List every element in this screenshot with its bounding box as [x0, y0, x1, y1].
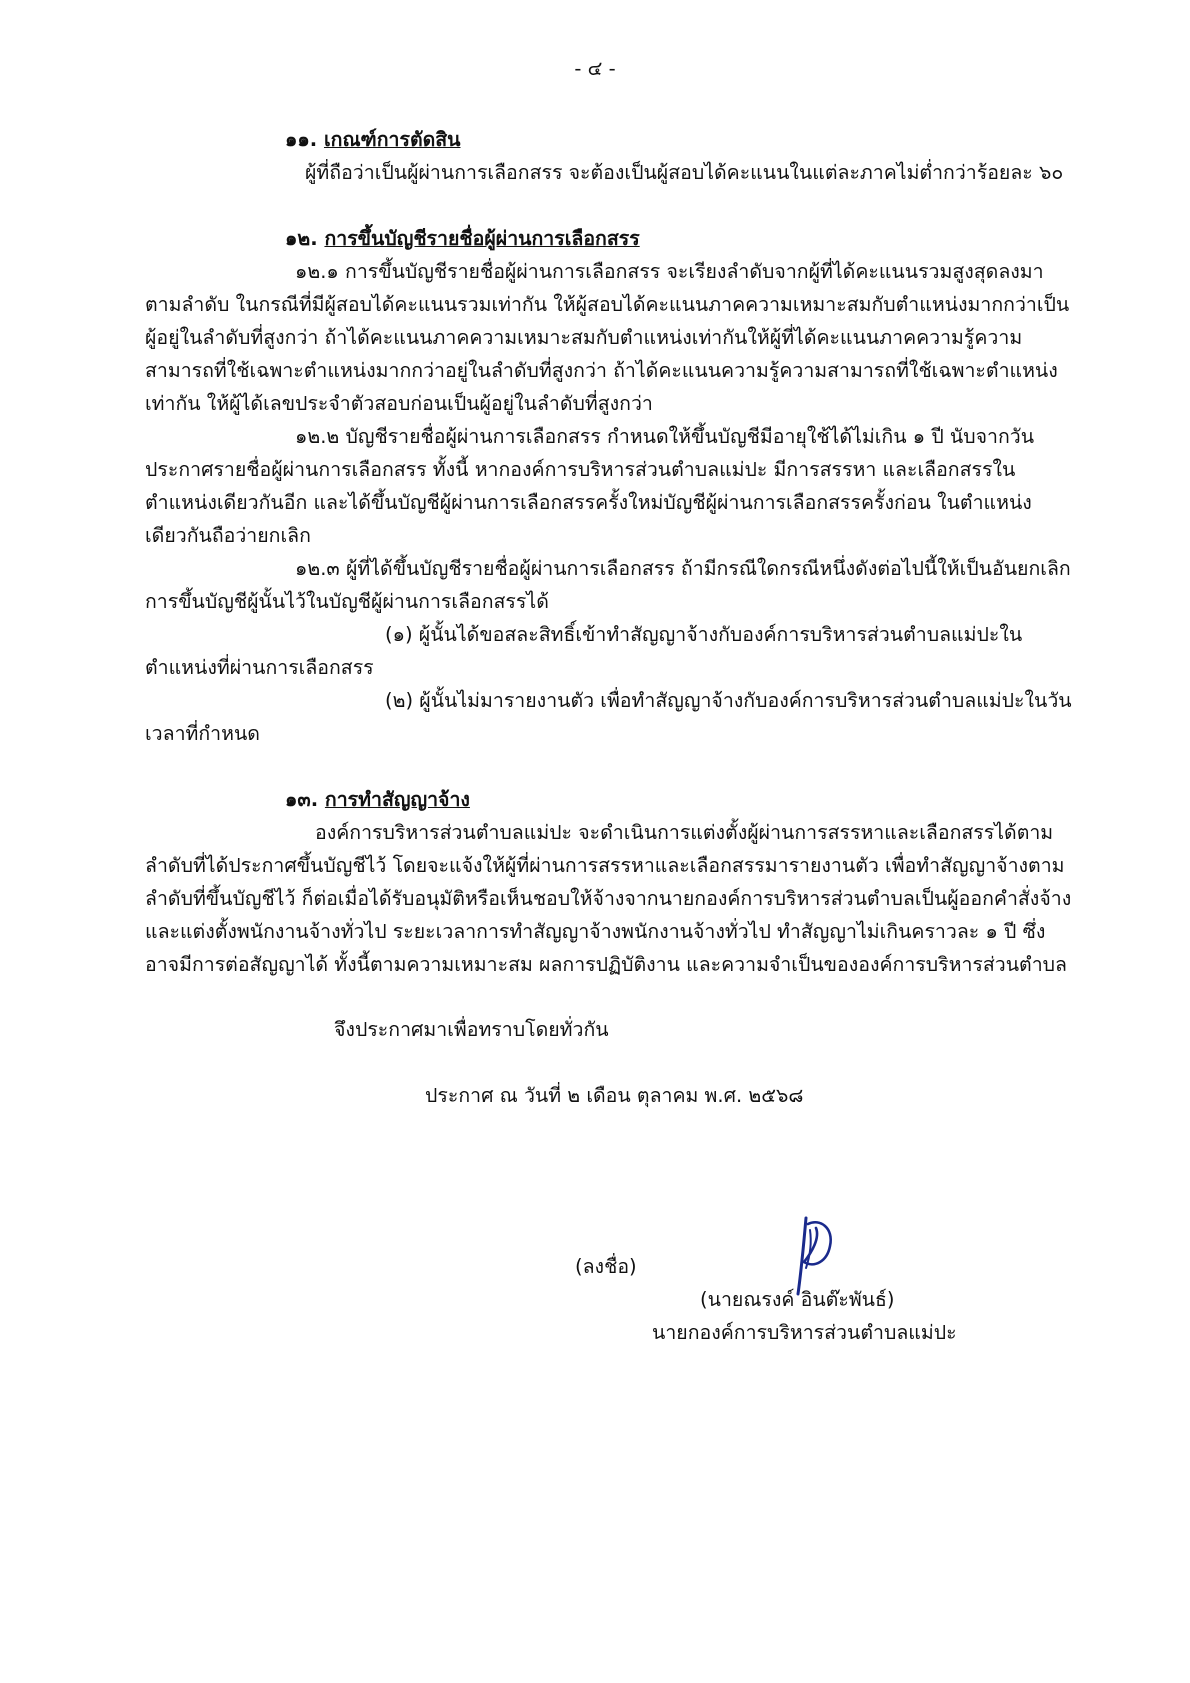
section-12-2-paragraph: ๑๒.๒ บัญชีรายชื่อผู้ผ่านการเลือกสรร กำหนดให้ขึ้นบัญชีมีอายุใช้ได้ไม่เกิน ๑ ปี นับจากวันประกาศรายชื่อผู้ผ่านการเลือกสรร ทั้งนี้ หากองค์การบริหารส่วนตำบลแม่ปะ มีการสรรหา และเลือกสรรในตำแหน่งเดียวกันอีก และได้ขึ้นบัญชีผู้ผ่านการเลือกสรรครั้งใหม่บัญชีผู้ผ่านการเลือกสรรครั้งก่อน ในตำแหน่งเดียวกันถือว่ายกเลิก — [145, 425, 1035, 547]
section-12-3-item-2: (๒) ผู้นั้นไม่มารายงานตัว เพื่อทำสัญญาจ้างกับองค์การบริหารส่วนตำบลแม่ปะในวันเวลาที่กำหนด — [145, 689, 1072, 745]
section-13-number: ๑๓. — [285, 788, 319, 811]
signatory-position: นายกองค์การบริหารส่วนตำบลแม่ปะ — [652, 1321, 957, 1344]
section-12-1-paragraph: ๑๒.๑ การขึ้นบัญชีรายชื่อผู้ผ่านการเลือกสรร จะเรียงลำดับจากผู้ที่ได้คะแนนรวมสูงสุดลงมาตามลำดับ ในกรณีที่มีผู้สอบได้คะแนนรวมเท่ากัน ให้ผู้สอบได้คะแนนภาคความเหมาะสมกับตำแหน่งมากกว่าเป็นผู้อยู่ในลำดับที่สูงกว่า ถ้าได้คะแนนภาคความเหมาะสมกับตำแหน่งเท่ากันให้ผู้ที่ได้คะแนนภาคความรู้ความสามารถที่ใช้เฉพาะตำแหน่งมากกว่าอยู่ในลำดับที่สูงกว่า ถ้าได้คะแนนความรู้ความสามารถที่ใช้เฉพาะตำแหน่งเท่ากัน ให้ผู้ได้เลขประจำตัวสอบก่อนเป็นผู้อยู่ในลำดับที่สูงกว่า — [145, 260, 1070, 415]
section-12-number: ๑๒. — [285, 227, 318, 250]
section-13-body: องค์การบริหารส่วนตำบลแม่ปะ จะดำเนินการแต่งตั้งผู้ผ่านการสรรหาและเลือกสรรได้ตามลำดับที่ได้ประกาศขึ้นบัญชีไว้ โดยจะแจ้งให้ผู้ที่ผ่านการสรรหาและเลือกสรรมารายงานตัว เพื่อทำสัญญาจ้างตามลำดับที่ขึ้นบัญชีไว้ ก็ต่อเมื่อได้รับอนุมัติหรือเห็นชอบให้จ้างจากนายกองค์การบริหารส่วนตำบลเป็นผู้ออกคำสั่งจ้างและแต่งตั้งพนักงานจ้างทั่วไป ระยะเวลาการทำสัญญาจ้างพนักงานจ้างทั่วไป ทำสัญญาไม่เกินคราวละ ๑ ปี ซึ่งอาจมีการต่อสัญญาได้ ทั้งนี้ตามความเหมาะสม ผลการปฏิบัติงาน และความจำเป็นขององค์การบริหารส่วนตำบล — [145, 821, 1072, 976]
page-number: - ๔ - — [574, 57, 616, 80]
closing-statement: จึงประกาศมาเพื่อทราบโดยทั่วกัน — [334, 1018, 609, 1041]
section-13-title: การทำสัญญาจ้าง — [324, 788, 470, 811]
section-12-title: การขึ้นบัญชีรายชื่อผู้ผ่านการเลือกสรร — [324, 227, 640, 250]
section-13-heading — [285, 783, 470, 816]
section-12-heading — [285, 222, 640, 255]
section-12-3-item-1: (๑) ผู้นั้นได้ขอสละสิทธิ์เข้าทำสัญญาจ้างกับองค์การบริหารส่วนตำบลแม่ปะในตำแหน่งที่ผ่านการเลือกสรร — [145, 623, 1023, 679]
section-11-body: ผู้ที่ถือว่าเป็นผู้ผ่านการเลือกสรร จะต้องเป็นผู้สอบได้คะแนนในแต่ละภาคไม่ต่ำกว่าร้อยละ ๖๐ — [305, 161, 1064, 184]
announcement-date: ประกาศ ณ วันที่ ๒ เดือน ตุลาคม พ.ศ. ๒๕๖๘ — [425, 1084, 804, 1107]
section-11-heading — [285, 123, 461, 156]
signatory-name: (นายณรงค์ อินต๊ะพันธ์) — [700, 1288, 895, 1311]
section-11-number: ๑๑. — [285, 128, 318, 151]
section-11-title: เกณฑ์การตัดสิน — [323, 128, 461, 151]
signature-label: (ลงชื่อ) — [575, 1255, 637, 1278]
section-12-3-paragraph: ๑๒.๓ ผู้ที่ได้ขึ้นบัญชีรายชื่อผู้ผ่านการเลือกสรร ถ้ามีกรณีใดกรณีหนึ่งดังต่อไปนี้ให้เป็นอันยกเลิกการขึ้นบัญชีผู้นั้นไว้ในบัญชีผู้ผ่านการเลือกสรรได้ — [145, 557, 1071, 613]
